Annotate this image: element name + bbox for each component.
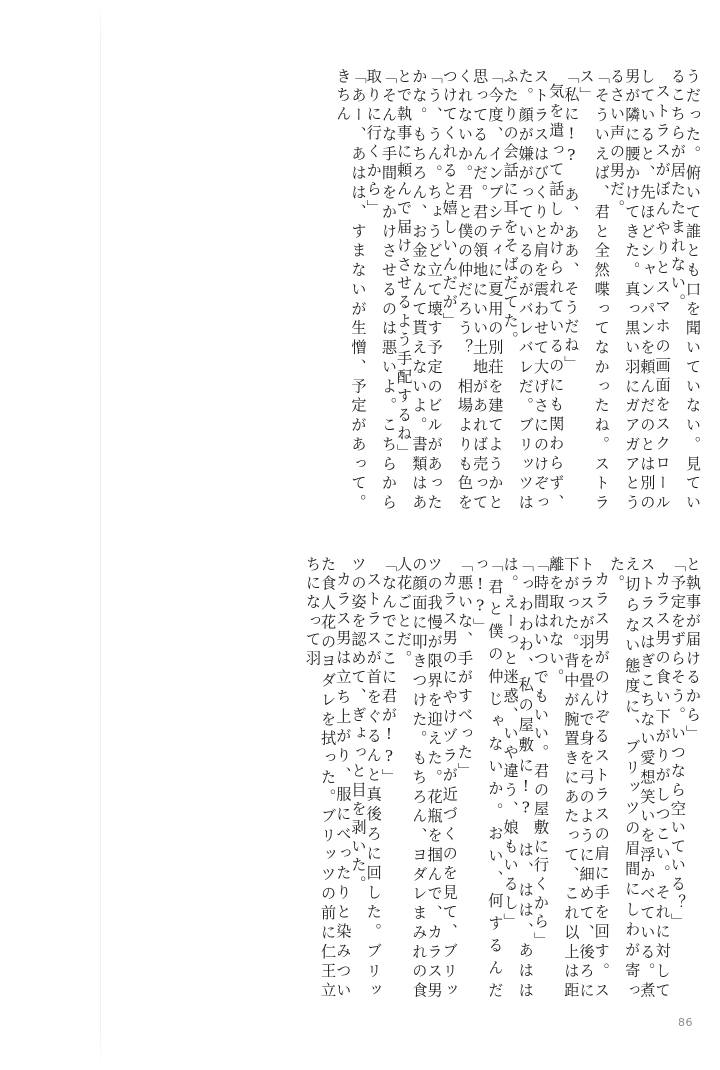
paragraph-dialogue: 「そういえば、君と全然喋ってなかったね。ストラス」 xyxy=(577,68,611,513)
paragraph-dialogue: 「今度、インプシティに夏用の別荘を建てようかと思ってるんだ。君の領地にいい土地があれば売ってくれないか。君と僕の仲だろう？ 相場よりも色をつけてくれると嬉しいんだが」 xyxy=(440,68,505,513)
paragraph-dialogue: 「私に!? あ、ああ、そうだね」 xyxy=(562,68,581,375)
paragraph-dialogue: 「あー、あはは、すまないが生憎、予定があって。きちん xyxy=(334,68,368,513)
text-block-lower xyxy=(100,556,700,1001)
paragraph-dialogue: 「時間はいつでもいい。君の屋敷に行くから」 xyxy=(531,556,550,951)
paragraph-dialogue: 「っわわわ、私の屋敷に!? は、はは、あははは。えーっと迷惑、いや違う、娘もいるし」 xyxy=(501,556,535,1001)
paragraph: 気を遣って話しかけられているのにも関わらず、ストラスはびくりと肩を震わせて大げさにのけぞった。顔が嫌がっているのがバレバレだ。ブリッツはふたりの会話に耳をそばだてた。 xyxy=(501,68,566,513)
paragraph-dialogue: 「そんな手間をかけさせるのは悪いよ。こちらから取りに行くから」 xyxy=(364,68,398,513)
paragraph: カラス男は立ち上がり、服にべったりと染みついた食人花のヨダレを拭った。ブリッツの前に仁王立ちになって羽 xyxy=(303,556,353,1001)
paragraph-dialogue: 「悪いな、手がすべった」 xyxy=(455,556,474,782)
paragraph: ストラスが首をぐるんと真後ろに回した。ブリッツの姿を認めて、ぎょっと目を剥いた。 xyxy=(349,556,383,1001)
paragraph-dialogue: 「君と僕の仲じゃないか。おい、何するんだっ!?」 xyxy=(471,556,505,1001)
text-block-upper xyxy=(100,68,700,513)
paragraph-dialogue: 「なんでここに君が!?」 xyxy=(379,556,398,788)
page-number: 86 xyxy=(678,1016,693,1029)
paragraph: と執事が届けるから」 xyxy=(684,556,702,744)
paragraph: カラス男のにやけヅラが近づくのを見て、ブリッツの我慢が限界を迎えた。花瓶を掴んで、カラス男の顔面に叩きつけた。もちろん、ヨダレまみれの食人花ごとだ。 xyxy=(395,556,459,1001)
paragraph: うだった。俯いて誰とも口を聞いていない。見ているこちらが居たたまれない。 xyxy=(668,68,702,513)
paragraph-dialogue: 「予定をずらそう。いつなら空いている？」 xyxy=(668,556,687,932)
paragraph: カラス男がのけぞるストラスの肩に手を回す。ストラスが羽を畳んで身を弓のように細めて、後ろに下がった。背中が腕置きにあたって、これ以上は距離を取れない。 xyxy=(547,556,611,1001)
paragraph-dialogue: 「う、うん。ちょうど立て壊す予定のビルがあったかな。もちろん、お金なんて貰えないよ。書類はあとで執事に頼んで届けさせるよう手配するね」 xyxy=(395,68,444,513)
paragraph: カラス男の食い下がりがしつこい。それに対してストラスはぎこちない愛想笑いを浮かべている。煮え切らない態度に、ブリッツの眉間にしわが寄った。 xyxy=(607,556,672,1001)
paragraph: ストラスがぼんやりとスマホの画面をスクロールしていると、先ほどシャンパンを頼んだのとは別の男が隣に腰かけてきた。真っ黒い羽にガアガアとうるさい声の男だ。 xyxy=(607,68,672,513)
